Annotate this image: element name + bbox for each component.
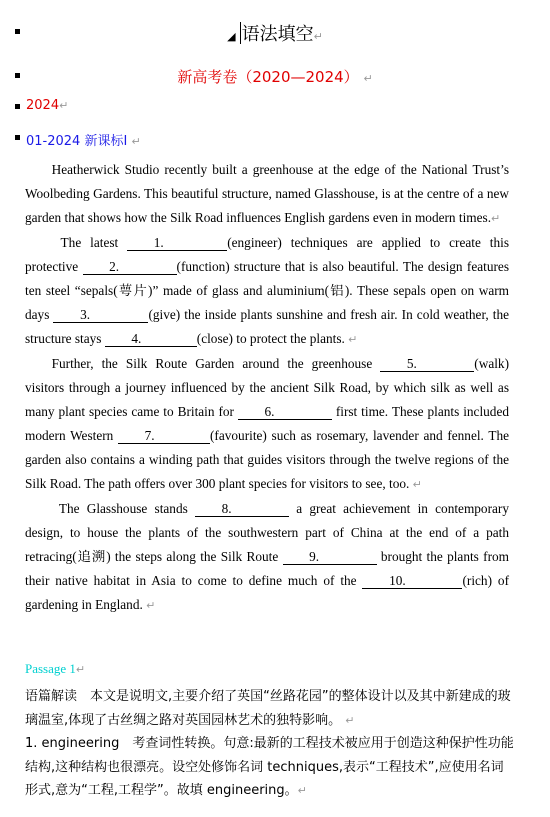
passage-label-text: Passage 1 bbox=[25, 661, 76, 676]
paragraph-mark-icon: ↵ bbox=[131, 135, 141, 148]
page-title bbox=[0, 20, 550, 46]
title-text: 语法填空 bbox=[241, 24, 314, 45]
blank-6[interactable]: 6. bbox=[238, 404, 332, 420]
year-heading bbox=[26, 98, 68, 113]
blank-10[interactable]: 10. bbox=[362, 573, 462, 589]
blank-5[interactable]: 5. bbox=[380, 356, 474, 372]
paragraph-mark-icon: ↵ bbox=[412, 478, 422, 491]
paragraph-mark-icon: ↵ bbox=[297, 784, 307, 797]
answer-notes bbox=[25, 685, 515, 803]
paragraph-bullet bbox=[15, 135, 20, 140]
section-heading bbox=[26, 130, 141, 149]
blank-2[interactable]: 2. bbox=[83, 259, 177, 275]
passage-paragraph: The Glasshouse stands 8. a great achievement in contemporary design, to house the plants of the southwestern part of China at the end of a path retracing(追溯) the steps along the Silk Route 9. brought the plants from their native habitat in Asia to come to define much of the 10. (rich) of gardening in England. ↵ bbox=[25, 501, 509, 612]
blank-8[interactable]: 8. bbox=[195, 501, 289, 517]
section-text: 01-2024 新课标Ⅰ bbox=[26, 134, 128, 149]
blank-7[interactable]: 7. bbox=[118, 428, 210, 444]
paragraph-mark-icon: ↵ bbox=[491, 212, 501, 225]
passage-paragraph: The latest 1. (engineer) techniques are applied to create this protective 2. (function) structure that is also beautiful. The design features ten steel “sepals(萼片)” made of glass and aluminium(铝). These sepals open on warm days 3. (give) the inside plants sunshine and fresh air. In cold weather, the structure stays 4. (close) to protect the plants. ↵ bbox=[25, 235, 510, 346]
blank-4[interactable]: 4. bbox=[105, 331, 197, 347]
paragraph-mark-icon: ↵ bbox=[59, 99, 69, 112]
text-cursor bbox=[240, 22, 241, 44]
paragraph-mark-icon: ↵ bbox=[313, 30, 323, 43]
paragraph-mark-icon: ↵ bbox=[75, 663, 86, 676]
note-paragraph: 1. engineering 考查词性转换。句意:最新的工程技术被应用于创造这种保护性功能结构,这种结构也很漂亮。设空处修饰名词 techniques,表示“工程技术”,应使用名词形式,意为“工程,工程学”。故填 engineering。↵ bbox=[25, 736, 514, 798]
passage-body bbox=[25, 158, 509, 618]
exam-subheading bbox=[0, 66, 550, 87]
subheading-text: 新高考卷（2020—2024） bbox=[177, 68, 359, 86]
year-text: 2024 bbox=[26, 98, 60, 113]
paragraph-mark-icon: ↵ bbox=[363, 72, 373, 85]
paragraph-mark-icon: ↵ bbox=[146, 599, 156, 612]
passage-label bbox=[25, 661, 85, 677]
passage-paragraph: Heatherwick Studio recently built a greenhouse at the edge of the National Trust’s Woolbeding Gardens. This beautiful structure, named Glasshouse, is at the centre of a new garden that shows how the Silk Road influences English gardens even in modern times.↵ bbox=[25, 162, 509, 225]
note-paragraph: 语篇解读 本文是说明文,主要介绍了英国“丝路花园”的整体设计以及其中新建成的玻璃温室,体现了古丝绸之路对英国园林艺术的独特影响。 ↵ bbox=[25, 689, 511, 728]
paragraph-mark-icon: ↵ bbox=[345, 713, 355, 727]
paragraph-bullet bbox=[15, 104, 20, 109]
blank-1[interactable]: 1. bbox=[127, 235, 227, 251]
collapse-triangle-icon[interactable]: ◢ bbox=[227, 30, 236, 43]
paragraph-mark-icon: ↵ bbox=[348, 333, 358, 346]
passage-paragraph: Further, the Silk Route Garden around the greenhouse 5. (walk) visitors through a journey influenced by the ancient Silk Road, by which silk as well as many plant species came to Britain for 6. first time. These plants included modern Western 7. (favourite) such as rosemary, lavender and fennel. The garden also contains a winding path that guides visitors through the twelve regions of the Silk Road. The path offers over 300 plant species for visitors to see, too. ↵ bbox=[25, 356, 509, 491]
blank-3[interactable]: 3. bbox=[53, 307, 148, 323]
blank-9[interactable]: 9. bbox=[283, 549, 377, 565]
